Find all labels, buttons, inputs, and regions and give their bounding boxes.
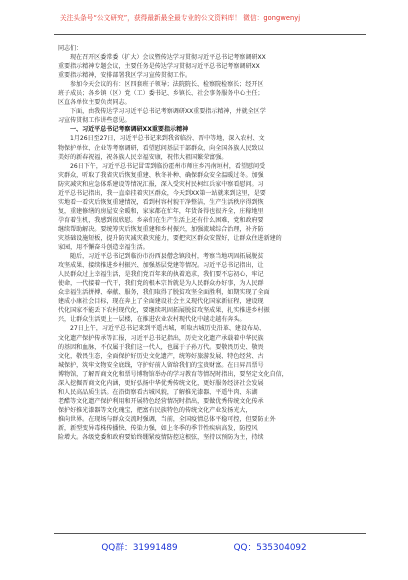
text-line: 防灾减灾和应急体系建设等情况汇报，深入受灾村民柯红兵家中察看慰问。习 bbox=[58, 180, 264, 188]
text-line: 建成小康社会目标，现在奔上了全面建设社会主义现代化国家新征程，建设现 bbox=[58, 298, 264, 306]
text-line: 近平总书记指出，我一直牵挂着灾区群众，今天到XX第一站就来到这里，是要 bbox=[58, 189, 266, 197]
text-line: 实地看一看灾后恢复重建情况，看到村容村貌干净整洁，生产生活秩序得到恢 bbox=[58, 198, 264, 206]
text-line: 代化国家不能丢下农村现代化，要继续巩固拓展脱贫攻坚成果，扎实推进乡村振 bbox=[58, 307, 270, 315]
text-line: 灾群众，听取了我省灾后恢复重建、秋冬补种、确保群众安全温暖过冬。加强 bbox=[58, 171, 264, 179]
text-line: 重要指示精神专题会议，主要任务是传达学习贯彻习近平总书记考察调研XX bbox=[58, 63, 260, 71]
text-line: 的基因和血脉，不仅属于我们这一代人，也属于子孙万代。要敬畏历史、敬畏 bbox=[58, 343, 264, 351]
text-line: 推向世界。在现场与群众交流时强调，当前，全国疫情总体平稳可控，但要防止外 bbox=[58, 415, 276, 423]
text-line: 下面，由我传达学习习近平总书记考察调研XX重要指示精神，并就全区学 bbox=[70, 108, 266, 116]
text-line: 新，新型变异毒株传播快、传染力强，如上冬季的季节性疾病高发，防控风 bbox=[58, 424, 258, 432]
text-line: 区直各单位主要负责同志。 bbox=[58, 99, 131, 107]
qq-group: QQ群：31991489 bbox=[101, 543, 178, 553]
text-line: 重要指示精神，安排部署我区学习宣传贯彻工作。 bbox=[58, 72, 192, 80]
text-line: 人民群众过上幸福生活，是我们党百年来的执着追求，我们要不忘初心，牢记 bbox=[58, 271, 264, 279]
paragraph-lines bbox=[58, 53, 360, 442]
text-line: 文化，敬畏生态，全面保护好历史文化遗产，统筹好旅游发展、特色经营、古 bbox=[58, 352, 264, 360]
text-line: 灾基础设施短板，提升防灾减灾救灾能力，要把灾区群众安置好，让群众住进新建的 bbox=[58, 234, 282, 242]
text-line: 众幸福生活拼搏、奉献、服务，我们取得了脱贫攻坚全面胜利，如期实现了全面 bbox=[58, 289, 270, 297]
text-line: 26日下午，习近平总书记冒雪到临汾霍州市师庄乡冯南垣村，看望慰问受 bbox=[70, 162, 266, 170]
footer-divider bbox=[54, 533, 366, 534]
text-line: 现在召开区委常委（扩大）会议暨传达学习贯彻习近平总书记考察调研XX bbox=[70, 54, 266, 62]
text-line: 参加今天会议的有：区四套班子领导；法院院长、检察院检察长；经开区 bbox=[70, 81, 264, 89]
text-line: 攻坚成果、接续推进乡村振兴、加强基层党建等情况。习近平总书记指出，让 bbox=[58, 262, 264, 270]
qq-number: QQ：535304092 bbox=[233, 543, 307, 553]
document-body bbox=[58, 44, 360, 442]
text-line: 文化遗产保护传承等汇报，习近平总书记指出，历史文化遗产承载着中华民族 bbox=[58, 334, 264, 342]
text-line: 27日上午，习近平总书记来到平遥古城，听取古城历史沿革、建设布局、 bbox=[70, 325, 266, 333]
text-line: 家园，用不懈奋斗创造幸福生活。 bbox=[58, 244, 149, 252]
text-line: 和人民高品质生活。在沿街察看古城风貌，了解推光漆器、平遥牛肉、东湖 bbox=[58, 388, 258, 396]
text-line: 使命，一代接着一代干，我们党的根本宗旨就是为人民群众办好事，为人民群 bbox=[58, 280, 264, 288]
header-divider bbox=[54, 34, 366, 35]
text-line: 险增大。各级党委和政府要始终绷紧疫情防控这根弦，坚持以预防为主，持续 bbox=[58, 434, 264, 442]
promo-banner: 关注头条号“公文研究”，获得最新最全最专业的公文资料库！ 微信：gongwenyj bbox=[60, 14, 301, 22]
text-line: 兴，让群众生活更上一层楼，在推进农业农村现代化中越走越有奔头。 bbox=[58, 316, 246, 324]
text-line: 美好的新春祝福，祝各族人民幸福安康，祝伟大祖国繁荣富强。 bbox=[58, 153, 228, 161]
text-line: 1月26日至27日，习近平总书记来到我省临汾、晋中等地，深入农村、文 bbox=[70, 135, 265, 143]
section-heading: 一、习近平总书记考察调研XX重要指示精神 bbox=[70, 126, 189, 134]
text-line: 继续帮助解决。要统筹灾后恢复重建和乡村振兴，加强流域综合治理，补齐防 bbox=[58, 225, 264, 233]
text-line: 物保护单位、企业等考察调研，看望慰问基层干部群众，向全国各族人民致以 bbox=[58, 144, 264, 152]
text-line: 习宣传贯彻工作讲些意见。 bbox=[58, 117, 131, 125]
text-line: 城保护，筑牢文物安全底线，守护好前人留给我们的宝贵财富。在日昇昌票号 bbox=[58, 361, 264, 369]
text-line: 随后，习近平总书记到临汾市汾西县僧念镇段村，考察当地巩固拓展脱贫 bbox=[70, 253, 264, 261]
text-line: 博物馆，了解晋商文化和票号博物馆举办的学习教育等情况时指出，要坚定文化自信， bbox=[58, 370, 288, 378]
text-line: 孕育着生机，我感到很欣慰。乡亲们在生产生活上还有什么困难，党和政府要 bbox=[58, 216, 264, 224]
text-line: 保护好推光漆器等文化瑰宝，把富有民族特色的传统文化产业发扬光大， bbox=[58, 406, 252, 414]
text-line: 班子成员；各乡镇（区）党（工）委书记、乡镇长、社会事务服务中心主任； bbox=[58, 90, 264, 98]
salutation: 同志们： bbox=[58, 45, 83, 52]
text-line: 深入挖掘晋商文化内涵，更好弘扬中华优秀传统文化，更好服务经济社会发展 bbox=[58, 379, 264, 387]
contact-footer bbox=[0, 540, 408, 553]
text-line: 老醋等文化遗产保护利用和开展特色经营情况时指出，要做优秀传统文化传承 bbox=[58, 397, 264, 405]
text-line: 复，重建修缮的房屋安全暖和，家家都在忙年，年货备得也很齐全，庄稼地里 bbox=[58, 207, 264, 215]
